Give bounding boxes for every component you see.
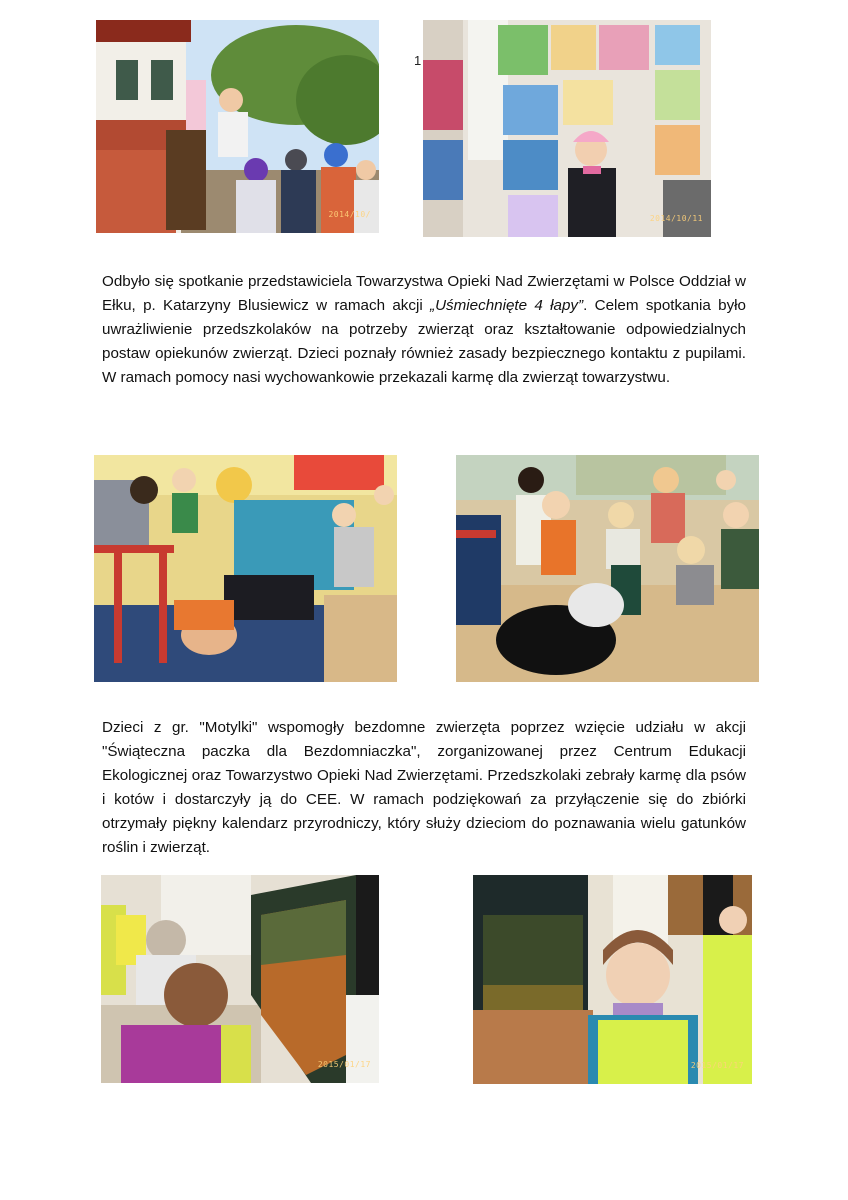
campaign-name: „Uśmiechnięte 4 łapy” <box>430 297 584 314</box>
photo-children-with-dog <box>456 455 759 682</box>
page-number: 1 <box>414 53 422 68</box>
photo-date-stamp: 2014/10/ <box>328 210 371 219</box>
paragraph-text: Dzieci z gr. "Motylki" wspomogły bezdomne zwierzęta poprzez wzięcie udziału w akcji "Świąteczna paczka dla Bezdomniaczka", zorganizowanej przez Centrum Edukacji Ekologicznej oraz Towarzystwo Opieki Nad Zwierzętami. Przedszkolaki zebrały karmę dla psów i kotów i dostarczyły ją do CEE. W ramach podziękowań za przyłączenie się do zbiórki otrzymały piękny kalendarz przyrodniczy, który służy dzieciom do poznawania wielu gatunków roślin i zwierząt. <box>102 719 746 856</box>
photo-outdoor-event <box>96 20 379 233</box>
photo-girl-reflective-vest <box>473 875 752 1084</box>
photo-girl-drawings <box>423 20 711 237</box>
photo-children-aquarium <box>101 875 379 1083</box>
photo-demonstration <box>94 455 397 682</box>
paragraph-event-description <box>102 270 746 390</box>
photo-date-stamp: 2014/10/11 <box>649 214 703 223</box>
photo-date-stamp: 2015/01/17 <box>690 1061 744 1070</box>
paragraph-text: . Celem spotkania było uwrażliwienie przedszkolaków na potrzeby zwierząt oraz kształtowanie odpowiedzialnych postaw opiekunów zwierząt. Dzieci poznały również zasady bezpiecznego kontaktu z pupilami. W ramach pomocy nasi wychowankowie przekazali karmę dla zwierząt towarzystwu. <box>102 297 747 386</box>
photo-date-stamp: 2015/01/17 <box>317 1060 371 1069</box>
paragraph-text: Odbyło się spotkanie przedstawiciela Towarzystwa Opieki Nad Zwierzętami w Polsce Oddział w Ełku, p. Katarzyny Blusiewicz w ramach akcji <box>102 273 746 314</box>
paragraph-charity-description <box>102 716 746 860</box>
